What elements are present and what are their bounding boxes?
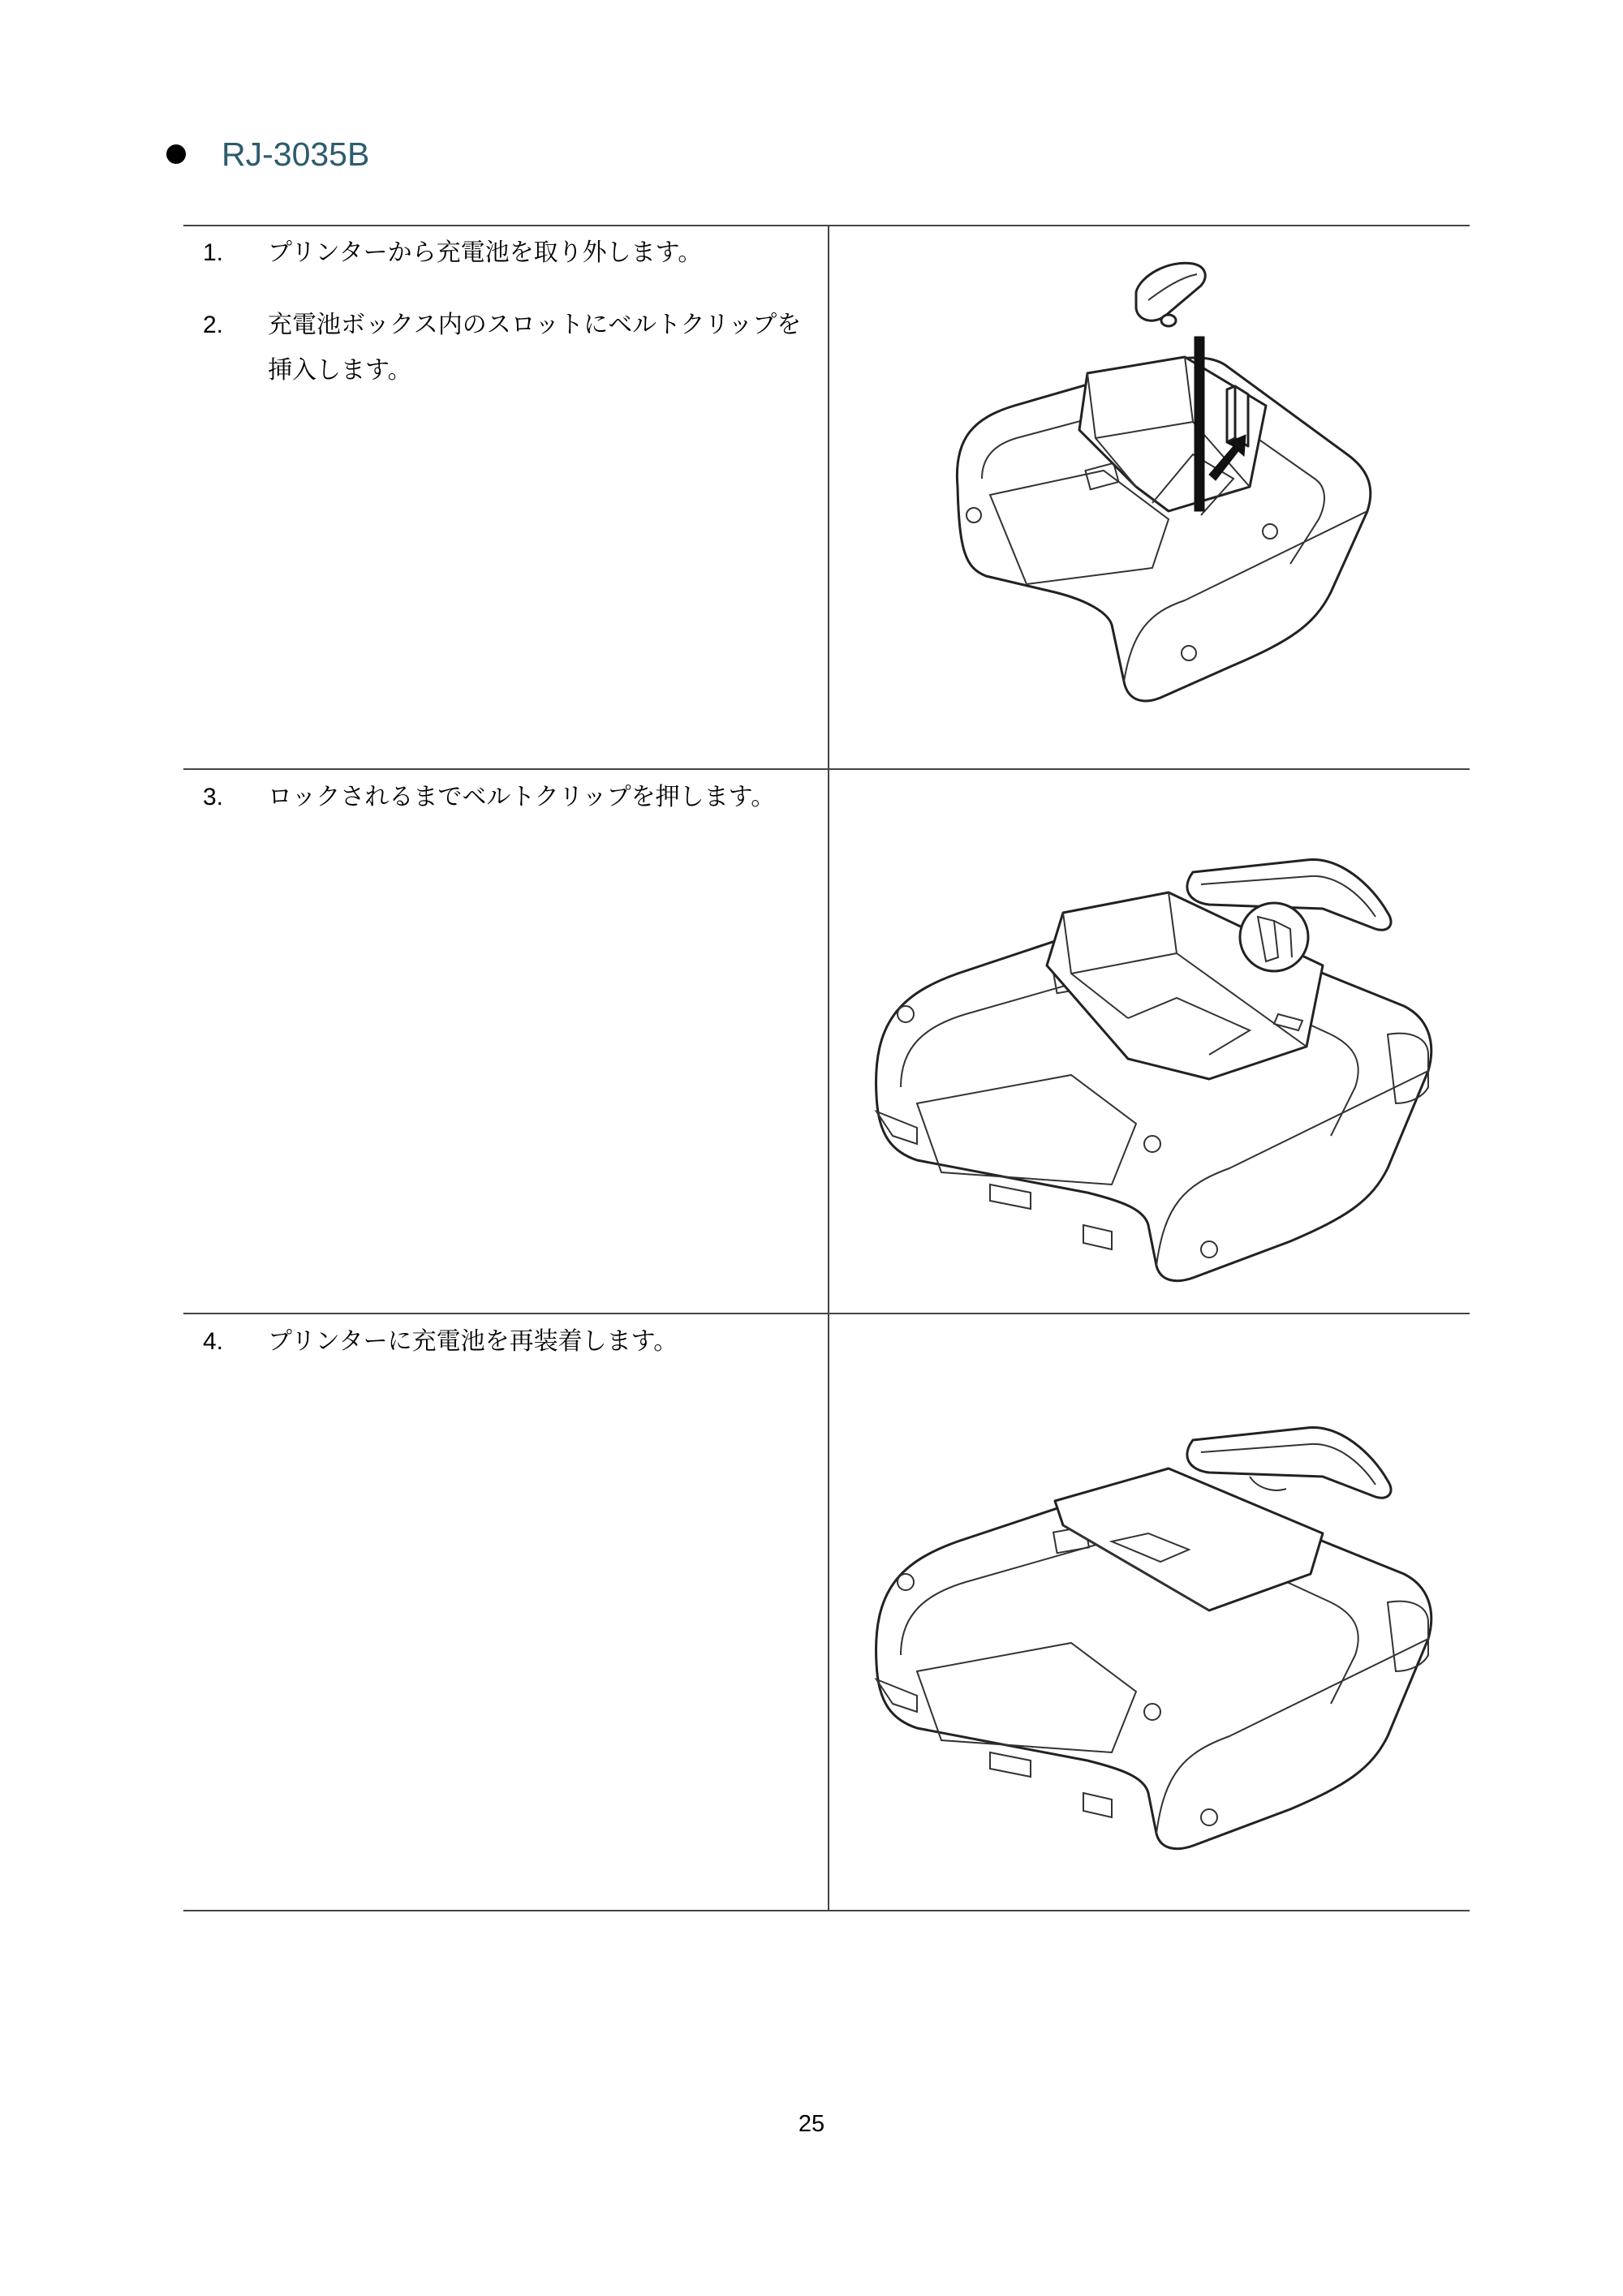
step-number: 3. — [203, 784, 224, 810]
step-1 — [203, 230, 816, 276]
belt-clip-locked-illustration — [868, 844, 1436, 1298]
step-3 — [203, 775, 816, 820]
step-text: プリンターに充電池を再装着します。 — [268, 1327, 678, 1356]
step-4 — [203, 1319, 816, 1365]
step-text: プリンターから充電池を取り外します。 — [268, 239, 703, 267]
belt-clip-part — [1136, 263, 1205, 326]
step-text: ロックされるまでベルトクリップを押します。 — [268, 783, 776, 811]
battery-reinstalled-illustration — [868, 1412, 1436, 1866]
step-text: 充電池ボックス内のスロットにベルトクリップを挿入します。 — [268, 311, 802, 385]
insert-arrow-icon — [1195, 337, 1204, 511]
step-number: 2. — [203, 312, 224, 338]
column-divider — [828, 226, 829, 1911]
table-bottom-rule — [183, 1910, 1470, 1911]
step-number: 4. — [203, 1328, 224, 1355]
bullet-icon — [166, 144, 186, 164]
page-number: 25 — [798, 2111, 825, 2137]
row-divider — [183, 768, 1470, 770]
lock-detail-circle-icon — [1240, 903, 1308, 971]
section-heading — [166, 130, 369, 178]
belt-clip-insert-illustration — [925, 243, 1380, 746]
belt-clip-part — [1187, 1428, 1391, 1498]
row-divider — [183, 1313, 1470, 1314]
table-top-rule — [183, 225, 1470, 226]
section-title: RJ-3035B — [222, 135, 370, 173]
step-2 — [203, 303, 816, 393]
step-number: 1. — [203, 239, 224, 266]
